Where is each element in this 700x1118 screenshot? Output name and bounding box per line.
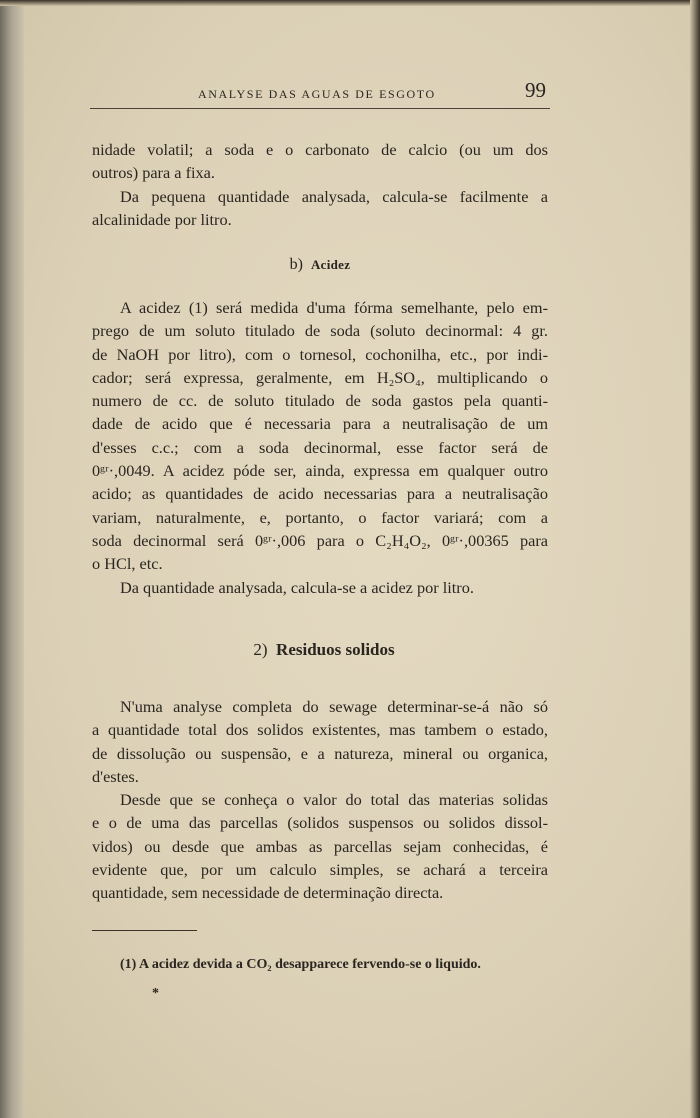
running-title: ANALYSE DAS AGUAS DE ESGOTO bbox=[198, 87, 436, 101]
section-label: b) bbox=[289, 256, 303, 273]
text-line: N'uma analyse completa do sewage determinar-se-á não só bbox=[120, 697, 548, 716]
text-line: outros) para a fixa. bbox=[92, 163, 215, 183]
text-line: d'esses c.c.; com a soda decinormal, esse factor será de bbox=[92, 437, 548, 457]
top-edge-shadow bbox=[0, 0, 700, 6]
text-line: soda decinormal será 0ᵍʳ·,006 para o C₂H₄O₂, 0ᵍʳ·,00365 para bbox=[92, 530, 548, 550]
text-line: e o de uma das parcellas (solidos suspensos ou solidos dissol- bbox=[92, 813, 548, 833]
footnote-divider bbox=[92, 930, 197, 931]
text-line: evidente que, por um calculo simples, se achará a terceira bbox=[92, 860, 548, 880]
text-line: a quantidade total dos solidos existentes, mas tambem o estado, bbox=[92, 720, 548, 740]
section-title: Residuos solidos bbox=[276, 640, 395, 659]
text-line: quantidade, sem necessidade de determinação directa. bbox=[92, 883, 444, 903]
text-line: variam, naturalmente, e, portanto, o factor variará; com a bbox=[92, 507, 548, 527]
text-line: de dissolução ou suspensão, e a natureza, mineral ou organica, bbox=[92, 743, 548, 763]
text-line: o HCl, etc. bbox=[92, 554, 163, 574]
text-line: A acidez (1) será medida d'uma fórma semelhante, pelo em- bbox=[120, 298, 548, 317]
section-title: Acidez bbox=[310, 257, 351, 272]
paragraph-block-residuos bbox=[92, 695, 548, 905]
text-line: nidade volatil; a soda e o carbonato de calcio (ou um dos bbox=[92, 140, 548, 159]
section-heading-residuos bbox=[0, 640, 648, 660]
text-line: cador; será expressa, geralmente, em H₂SO₄, multiplicando o bbox=[92, 367, 548, 387]
section-heading-acidez bbox=[0, 256, 640, 274]
text-line: Da pequena quantidade analysada, calcula-se facilmente a bbox=[120, 186, 548, 206]
text-line: prego de um soluto titulado de soda (soluto decinormal: 4 gr. bbox=[92, 321, 548, 341]
text-line: vidos) ou desde que ambas as parcellas sejam conhecidas, é bbox=[92, 836, 548, 856]
text-line: numero de cc. de soluto titulado de soda gastos pela quanti- bbox=[92, 391, 548, 411]
book-spine-shadow bbox=[0, 0, 24, 1118]
text-line: dade de acido que é necessaria para a neutralisação de um bbox=[92, 414, 548, 434]
signature-mark: * bbox=[152, 986, 159, 1001]
text-line: Da quantidade analysada, calcula-se a acidez por litro. bbox=[120, 577, 474, 597]
footnote: (1) A acidez devida a CO₂ desapparece fervendo-se o liquido. bbox=[120, 957, 481, 972]
text-line: Desde que se conheça o valor do total das materias solidas bbox=[120, 790, 548, 810]
section-label: 2) bbox=[253, 640, 268, 659]
text-line: alcalinidade por litro. bbox=[92, 209, 232, 229]
right-edge-shadow bbox=[690, 0, 700, 1118]
page-header bbox=[90, 78, 550, 109]
paragraph-block-alcalinidade bbox=[92, 138, 548, 231]
text-line: 0ᵍʳ·,0049. A acidez póde ser, ainda, expressa em qualquer outro bbox=[92, 461, 548, 481]
text-line: d'estes. bbox=[92, 766, 139, 786]
text-line: acido; as quantidades de acido necessarias para a neutralisação bbox=[92, 484, 548, 504]
page-number: 99 bbox=[525, 78, 546, 102]
text-line: de NaOH por litro), com o tornesol, cochonilha, etc., por indi- bbox=[92, 344, 548, 364]
paragraph-block-acidez bbox=[92, 296, 548, 599]
